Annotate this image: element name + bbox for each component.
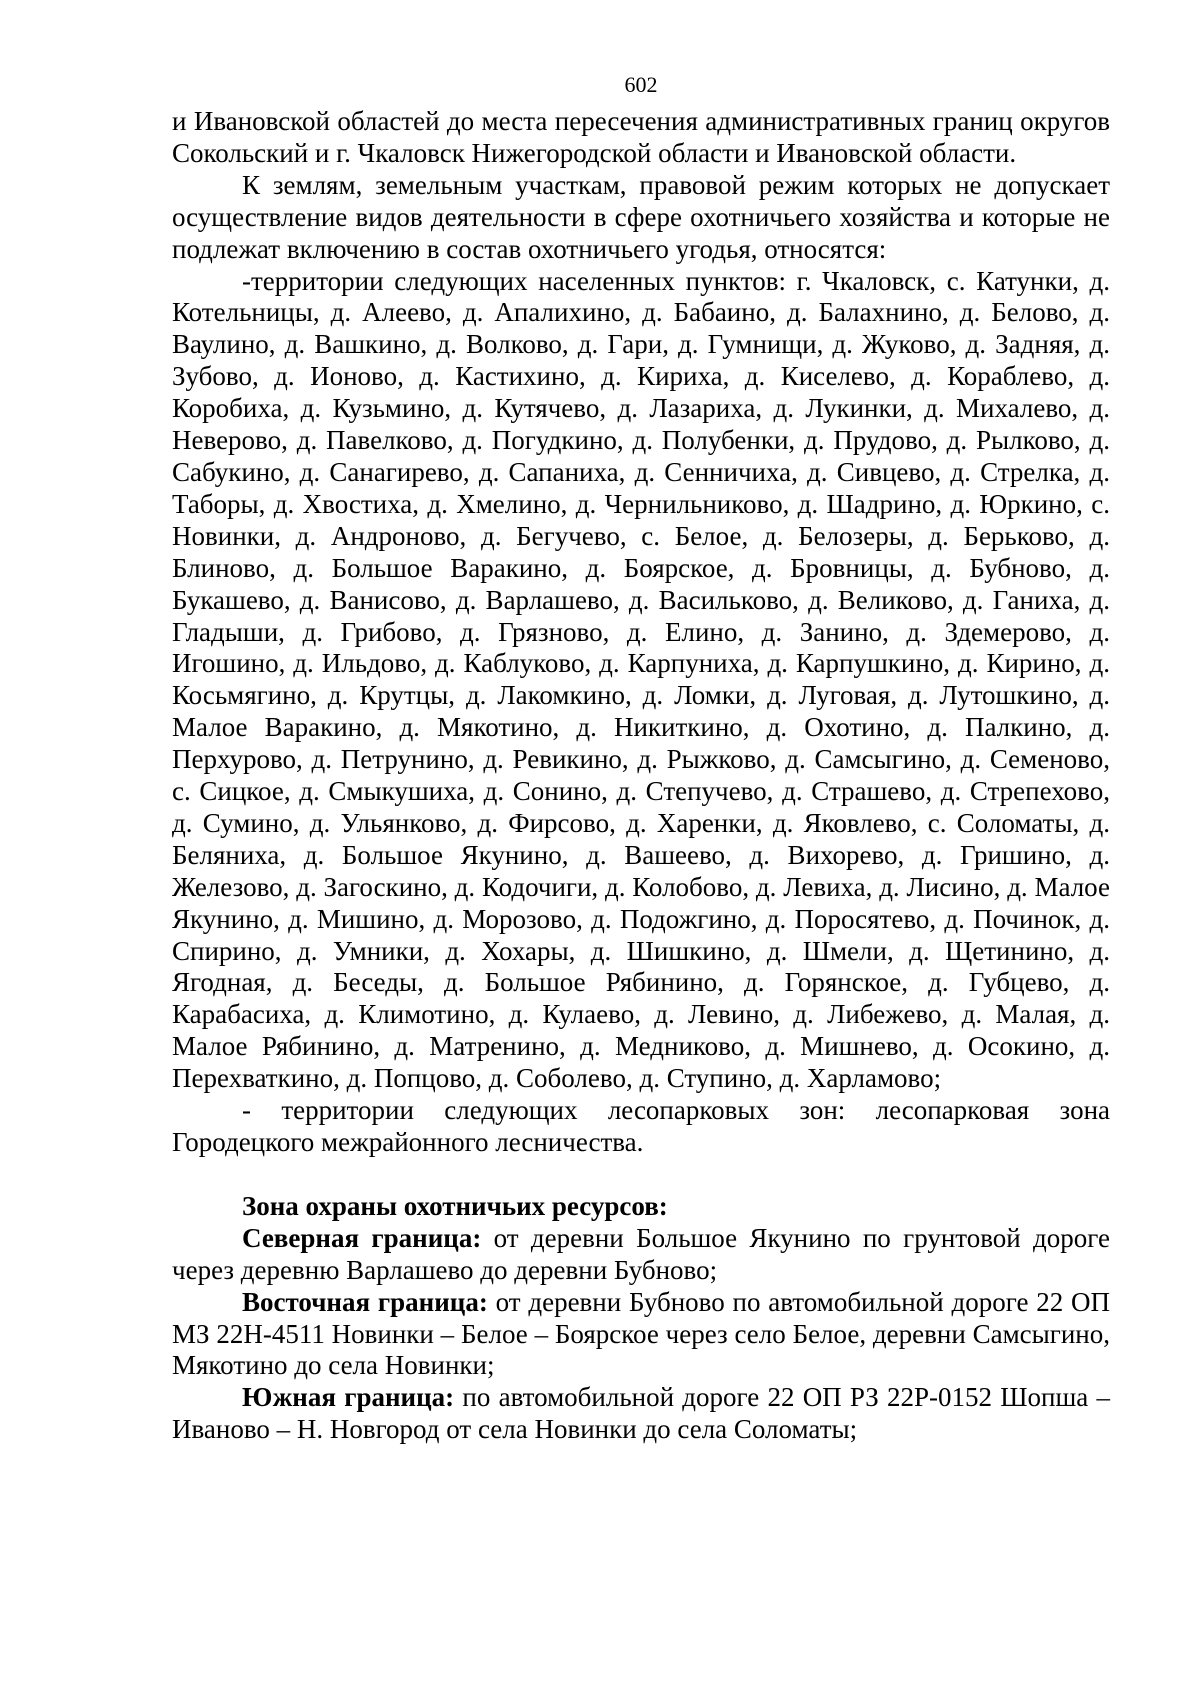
paragraph-forest-park-zones: - территории следующих лесопарковых зон: лесопарковая зона Городецкого межрайонного лесничества. xyxy=(172,1095,1110,1157)
south-boundary-text: по автомобильной дороге 22 ОП РЗ 22Р-0152 Шопша – Иваново – Н. Новгород от села Новинки до села Соломаты; xyxy=(172,1382,1110,1445)
page-number: 602 xyxy=(624,72,658,97)
north-boundary-label: Северная граница: xyxy=(242,1222,482,1253)
protection-zone-heading: Зона охраны охотничьих ресурсов: xyxy=(242,1190,668,1221)
paragraph-boundary-end: и Ивановской областей до места пересечения административных границ округов Сокольский и г. Чкаловск Нижегородской области и Ивановской области. xyxy=(172,106,1110,168)
paragraph-south-boundary xyxy=(172,1382,1110,1446)
paragraph-north-boundary xyxy=(172,1223,1110,1287)
north-boundary-text: от деревни Большое Якунино по грунтовой дороге через деревню Варлашево до деревни Бубново; xyxy=(172,1222,1110,1285)
document-page xyxy=(172,72,1110,1446)
east-boundary-text: от деревни Бубново по автомобильной дороге 22 ОП МЗ 22Н-4511 Новинки – Белое – Боярское через село Белое, деревни Самсыгино, Мякотино до села Новинки; xyxy=(172,1286,1111,1381)
section-heading-protection-zone xyxy=(172,1191,1110,1223)
south-boundary-label: Южная граница: xyxy=(242,1382,455,1413)
east-boundary-label: Восточная граница: xyxy=(242,1286,488,1317)
paragraph-excluded-lands-intro: К землям, земельным участкам, правовой режим которых не допускает осуществление видов деятельности в сфере охотничьего хозяйства и которые не подлежат включению в состав охотничьего угодья, относятся: xyxy=(172,169,1110,264)
section-spacer xyxy=(172,1159,1110,1191)
paragraph-settlements-list: -территории следующих населенных пунктов: г. Чкаловск, с. Катунки, д. Котельницы, д. Алеево, д. Апалихино, д. Бабаино, д. Балахнино, д. Белово, д. Ваулино, д. Вашкино, д. Волково, д. Гари, д. Гумнищи, д. Жуково, д. Задняя, д. Зубово, д. Ионово, д. Кастихино, д. Кириха, д. Киселево, д. Кораблево, д. Коробиха, д. Кузьмино, д. Кутячево, д. Лазариха, д. Лукинки, д. Михалево, д. Неверово, д. Павелково, д. Погудкино, д. Полубенки, д. Прудово, д. Рылково, д. Сабукино, д. Санагирево, д. Сапаниха, д. Сенничиха, д. Сивцево, д. Стрелка, д. Таборы, д. Хвостиха, д. Хмелино, д. Чернильниково, д. Шадрино, д. Юркино, с. Новинки, д. Андроново, д. Бегучево, с. Белое, д. Белозеры, д. Берьково, д. Блиново, д. Большое Варакино, д. Боярское, д. Бровницы, д. Бубново, д. Букашево, д. Ванисово, д. Варлашево, д. Васильково, д. Великово, д. Ганиха, д. Гладыши, д. Грибово, д. Грязново, д. Елино, д. Занино, д. Здемерово, д. Игошино, д. Ильдово, д. Каблуково, д. Карпуниха, д. Карпушкино, д. Кирино, д. Косьмягино, д. Крутцы, д. Лакомкино, д. Ломки, д. Луговая, д. Лутошкино, д. Малое Варакино, д. Мякотино, д. Никиткино, д. Охотино, д. Палкино, д. Перхурово, д. Петрунино, д. Ревикино, д. Рыжково, д. Самсыгино, д. Семеново, с. Сицкое, д. Смыкушиха, д. Сонино, д. Степучево, д. Страшево, д. Стрепехово, д. Сумино, д. Ульянково, д. Фирсово, д. Харенки, д. Яковлево, с. Соломаты, д. Беляниха, д. Большое Якунино, д. Вашеево, д. Вихорево, д. Гришино, д. Железово, д. Загоскино, д. Кодочиги, д. Колобово, д. Левиха, д. Лисино, д. Малое Якунино, д. Мишино, д. Морозово, д. Подожгино, д. Поросятево, д. Починок, д. Спирино, д. Умники, д. Хохары, д. Шишкино, д. Шмели, д. Щетинино, д. Ягодная, д. Беседы, д. Большое Рябинино, д. Горянское, д. Губцево, д. Карабасиха, д. Климотино, д. Кулаево, д. Левино, д. Либежево, д. Малая, д. Малое Рябинино, д. Матренино, д. Медниково, д. Мишнево, д. Осокино, д. Перехваткино, д. Попцово, д. Соболево, д. Ступино, д. Харламово; xyxy=(172,265,1110,1094)
paragraph-east-boundary xyxy=(172,1287,1110,1383)
